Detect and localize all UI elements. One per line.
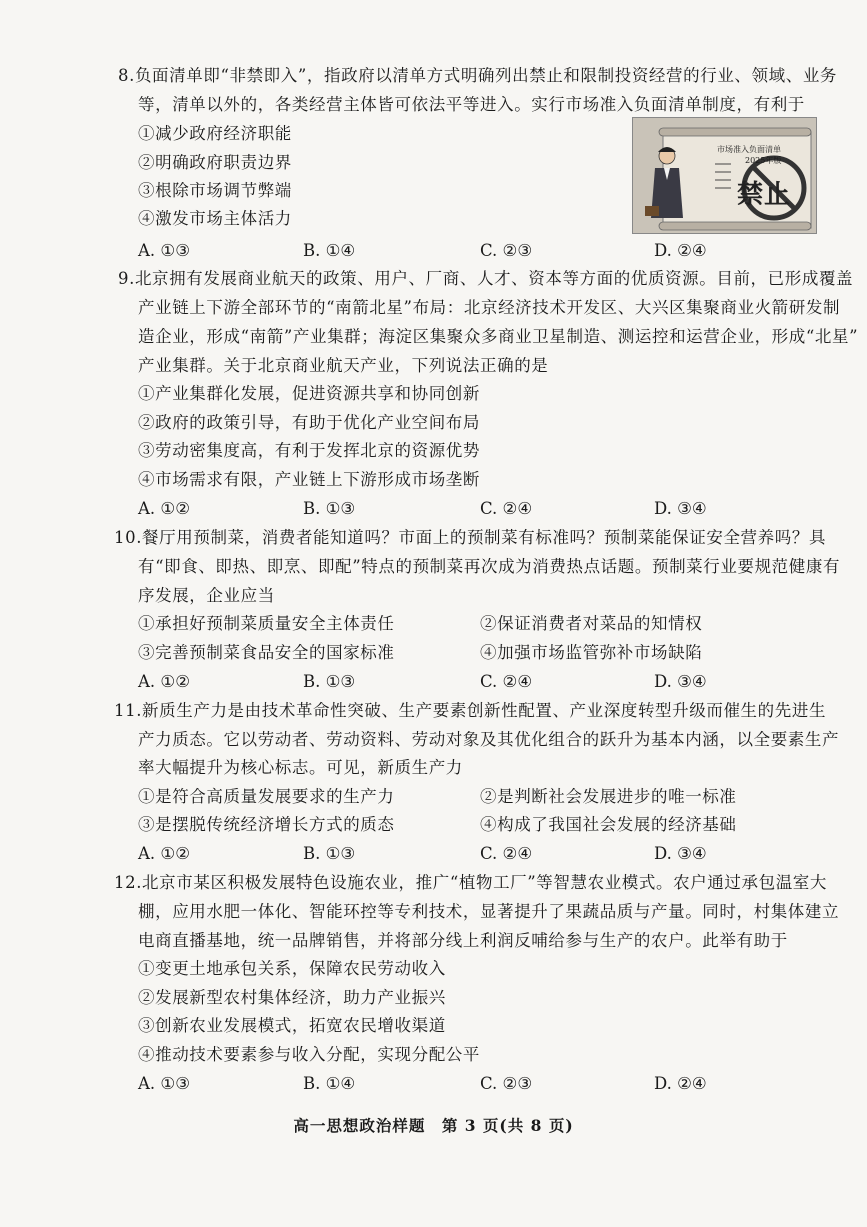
answer-option-a[interactable]: A. ①②	[138, 672, 190, 691]
answer-option-a[interactable]: A. ①③	[138, 241, 190, 260]
statement-item: ②发展新型农村集体经济，助力产业振兴	[138, 988, 446, 1007]
answer-option-b[interactable]: B. ①③	[303, 499, 356, 518]
statement-item: ③根除市场调节弊端	[138, 181, 292, 200]
statement-item: ①产业集群化发展，促进资源共享和协同创新	[138, 384, 480, 403]
question-stem-line: 产力质态。它以劳动者、劳动资料、劳动对象及其优化组合的跃升为基本内涵，以全要素生产	[138, 730, 840, 749]
sign-title: 市场准入负面清单	[717, 145, 781, 154]
question-stem-line: 8.负面清单即“非禁即入”，指政府以清单方式明确列出禁止和限制投资经营的行业、领域、业务	[118, 66, 838, 85]
answer-option-d[interactable]: D. ③④	[654, 844, 707, 863]
statement-item: ①变更土地承包关系，保障农民劳动收入	[138, 959, 446, 978]
statement-item: ③是摆脱传统经济增长方式的质态	[138, 815, 395, 834]
answer-option-b[interactable]: B. ①③	[303, 844, 356, 863]
question-stem-line: 造企业，形成“南箭”产业集群；海淀区集聚众多商业卫星制造、测运控和运营企业，形成“北星”	[138, 327, 859, 346]
question-stem-line: 11.新质生产力是由技术革命性突破、生产要素创新性配置、产业深度转型升级而催生的先进生	[114, 701, 827, 720]
question-stem-line: 10.餐厅用预制菜，消费者能知道吗？市面上的预制菜有标准吗？预制菜能保证安全营养吗？具	[114, 528, 827, 547]
answer-option-a[interactable]: A. ①③	[138, 1074, 190, 1093]
question-stem-line: 序发展，企业应当	[138, 586, 275, 605]
statement-item: ④构成了我国社会发展的经济基础	[480, 815, 737, 834]
answer-option-b[interactable]: B. ①④	[303, 1074, 356, 1093]
question-stem-line: 12.北京市某区积极发展特色设施农业，推广“植物工厂”等智慧农业模式。农户通过承包温室大	[114, 873, 828, 892]
answer-option-a[interactable]: A. ①②	[138, 499, 190, 518]
prohibited-stamp: 禁止	[737, 180, 792, 210]
answer-option-d[interactable]: D. ③④	[654, 672, 707, 691]
question-stem-line: 等，清单以外的，各类经营主体皆可依法平等进入。实行市场准入负面清单制度，有利于	[138, 95, 805, 114]
answer-option-c[interactable]: C. ②④	[480, 499, 533, 518]
question-stem-line: 棚，应用水肥一体化、智能环控等专利技术，显著提升了果蔬品质与产量。同时，村集体建立	[138, 902, 840, 921]
statement-item: ④加强市场监管弥补市场缺陷	[480, 643, 703, 662]
answer-option-d[interactable]: D. ③④	[654, 499, 707, 518]
page-footer: 高一思想政治样题 第 3 页(共 8 页)	[293, 1116, 574, 1135]
statement-item: ③创新农业发展模式，拓宽农民增收渠道	[138, 1016, 446, 1035]
statement-item: ②明确政府职责边界	[138, 153, 292, 172]
question-stem-line: 产业集群。关于北京商业航天产业，下列说法正确的是	[138, 356, 549, 375]
answer-option-d[interactable]: D. ②④	[654, 1074, 707, 1093]
statement-item: ③完善预制菜食品安全的国家标准	[138, 643, 395, 662]
answer-option-d[interactable]: D. ②④	[654, 241, 707, 260]
answer-option-c[interactable]: C. ②③	[480, 241, 533, 260]
sign-year: 2025年版	[745, 156, 782, 165]
answer-option-c[interactable]: C. ②④	[480, 672, 533, 691]
statement-item: ④激发市场主体活力	[138, 209, 292, 228]
statement-item: ④市场需求有限，产业链上下游形成市场垄断	[138, 470, 480, 489]
answer-option-b[interactable]: B. ①③	[303, 672, 356, 691]
question-stem-line: 有“即食、即热、即烹、即配”特点的预制菜再次成为消费热点话题。预制菜行业要规范健康有	[138, 557, 841, 576]
question-stem-line: 9.北京拥有发展商业航天的政策、用户、厂商、人才、资本等方面的优质资源。目前，已形成覆盖	[118, 269, 854, 288]
answer-option-a[interactable]: A. ①②	[138, 844, 190, 863]
statement-item: ②保证消费者对菜品的知情权	[480, 614, 703, 633]
statement-item: ①减少政府经济职能	[138, 124, 292, 143]
answer-option-c[interactable]: C. ②④	[480, 844, 533, 863]
statement-item: ②政府的政策引导，有助于优化产业空间布局	[138, 413, 480, 432]
question-stem-line: 率大幅提升为核心标志。可见，新质生产力	[138, 758, 463, 777]
statement-item: ①承担好预制菜质量安全主体责任	[138, 614, 395, 633]
negative-list-illustration	[632, 117, 817, 234]
statement-item: ③劳动密集度高，有利于发挥北京的资源优势	[138, 441, 480, 460]
question-stem-line: 电商直播基地，统一品牌销售，并将部分线上利润反哺给参与生产的农户。此举有助于	[138, 931, 788, 950]
answer-option-b[interactable]: B. ①④	[303, 241, 356, 260]
statement-item: ②是判断社会发展进步的唯一标准	[480, 787, 737, 806]
answer-option-c[interactable]: C. ②③	[480, 1074, 533, 1093]
question-stem-line: 产业链上下游全部环节的“南箭北星”布局：北京经济技术开发区、大兴区集聚商业火箭研发制	[138, 298, 841, 317]
statement-item: ①是符合高质量发展要求的生产力	[138, 787, 395, 806]
statement-item: ④推动技术要素参与收入分配，实现分配公平	[138, 1045, 480, 1064]
